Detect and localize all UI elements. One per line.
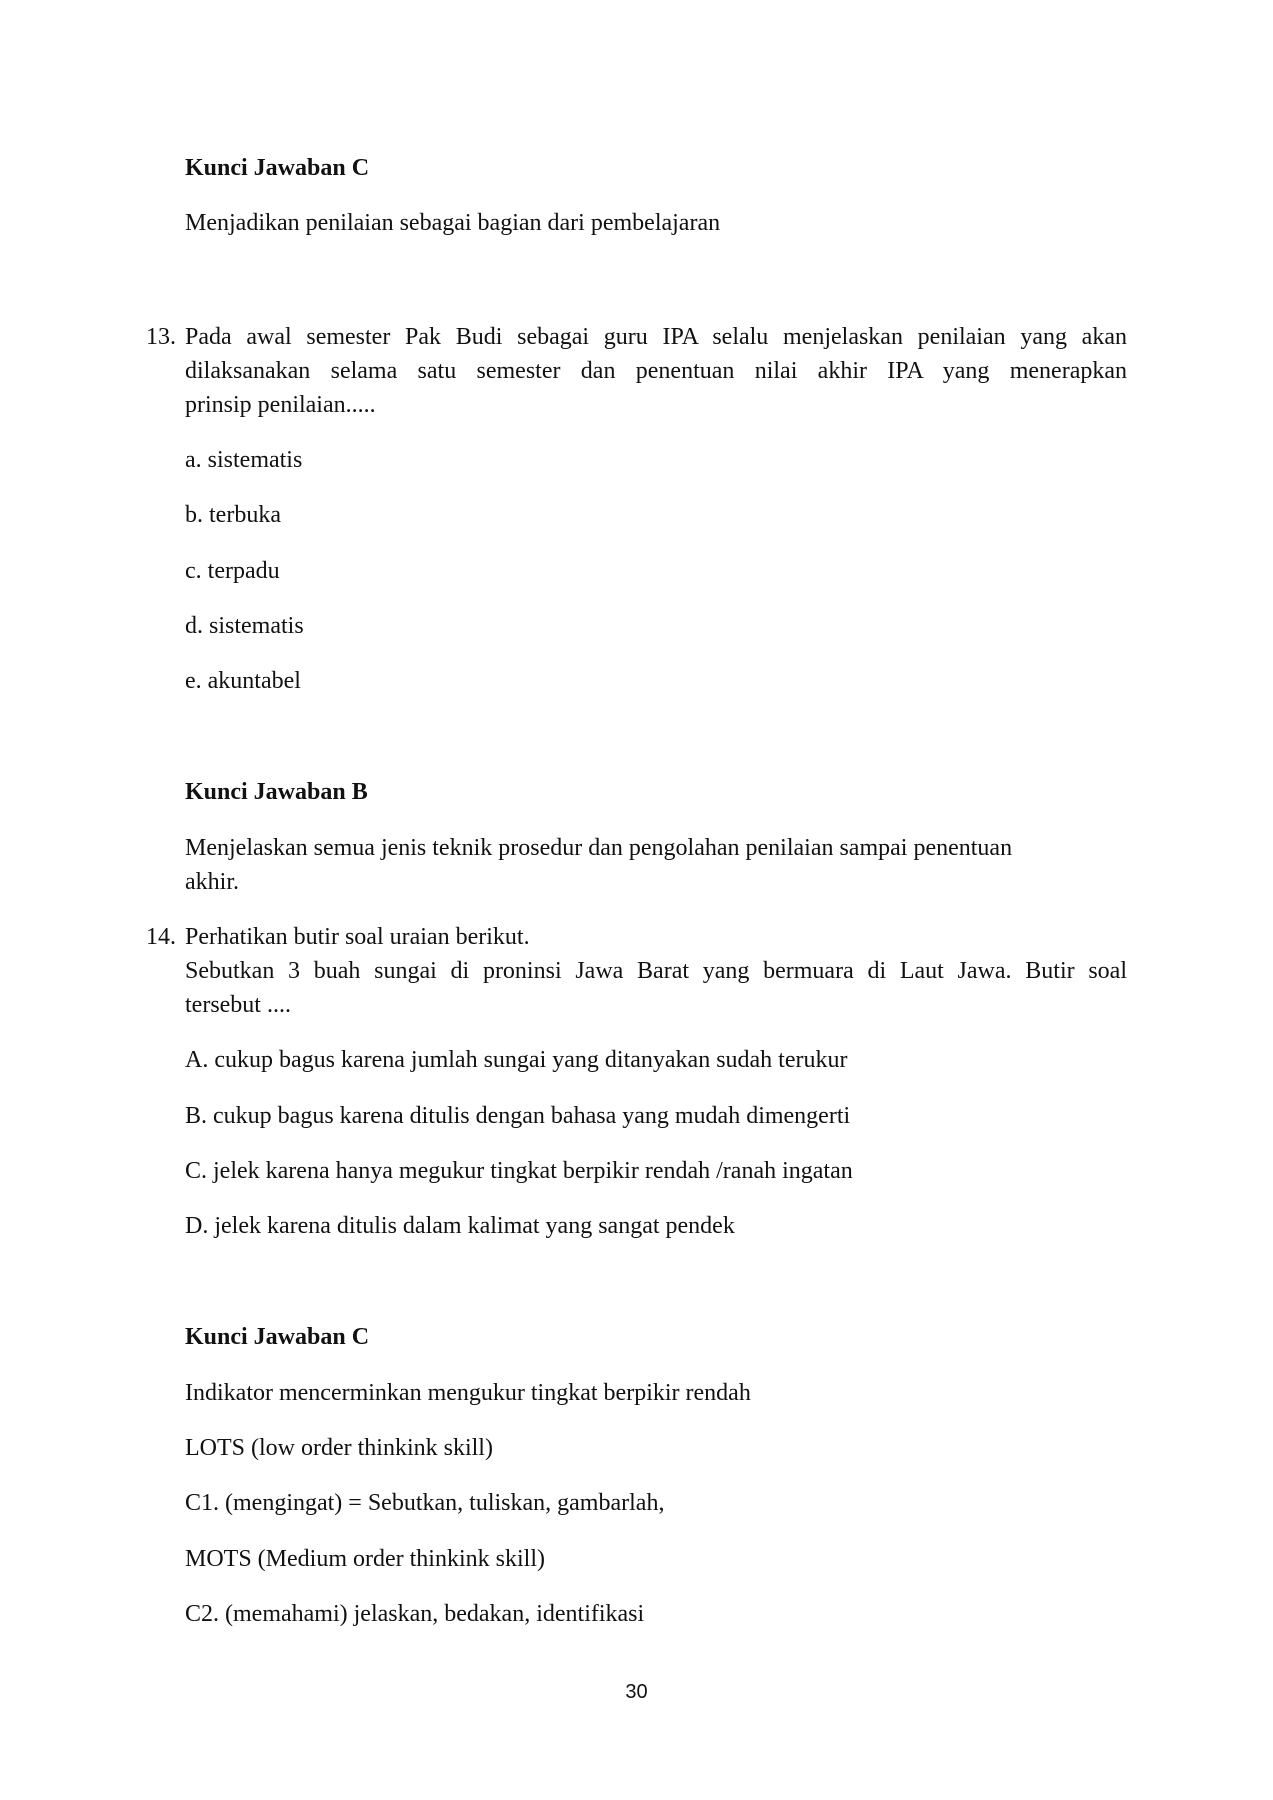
question-text-line: Sebutkan 3 buah sungai di proninsi Jawa Barat yang bermuara di Laut Jawa. Butir soal (185, 958, 1127, 984)
answer-key-heading: Kunci Jawaban B (185, 779, 368, 805)
question-number: 13. (146, 324, 176, 350)
answer-option: D. jelek karena ditulis dalam kalimat yang sangat pendek (185, 1213, 735, 1239)
answer-explanation: akhir. (185, 869, 239, 895)
question-text-line: Perhatikan butir soal uraian berikut. (185, 924, 530, 950)
answer-option: C. jelek karena hanya megukur tingkat berpikir rendah /ranah ingatan (185, 1158, 853, 1184)
page-number: 30 (625, 1681, 648, 1703)
answer-key-heading: Kunci Jawaban C (185, 155, 370, 181)
question-text-line: prinsip penilaian..... (185, 392, 376, 418)
answer-option: b. terbuka (185, 502, 281, 528)
answer-option: d. sistematis (185, 613, 304, 639)
answer-note: LOTS (low order thinkink skill) (185, 1435, 493, 1461)
answer-note: C1. (mengingat) = Sebutkan, tuliskan, gambarlah, (185, 1490, 665, 1516)
answer-option: a. sistematis (185, 447, 303, 473)
answer-option: c. terpadu (185, 558, 280, 584)
question-number: 14. (146, 924, 176, 950)
question-text-line: Pada awal semester Pak Budi sebagai guru IPA selalu menjelaskan penilaian yang akan (185, 324, 1127, 350)
question-text-line: tersebut .... (185, 992, 291, 1018)
answer-key-heading: Kunci Jawaban C (185, 1324, 370, 1350)
answer-option: B. cukup bagus karena ditulis dengan bahasa yang mudah dimengerti (185, 1103, 851, 1129)
answer-option: e. akuntabel (185, 668, 301, 694)
answer-note: MOTS (Medium order thinkink skill) (185, 1546, 545, 1572)
answer-explanation: Menjadikan penilaian sebagai bagian dari pembelajaran (185, 210, 721, 236)
answer-option: A. cukup bagus karena jumlah sungai yang ditanyakan sudah terukur (185, 1047, 848, 1073)
answer-note: C2. (memahami) jelaskan, bedakan, identifikasi (185, 1601, 645, 1627)
answer-note: Indikator mencerminkan mengukur tingkat berpikir rendah (185, 1380, 751, 1406)
answer-explanation: Menjelaskan semua jenis teknik prosedur dan pengolahan penilaian sampai penentuan (185, 835, 1013, 861)
question-text-line: dilaksanakan selama satu semester dan penentuan nilai akhir IPA yang menerapkan (185, 358, 1127, 384)
